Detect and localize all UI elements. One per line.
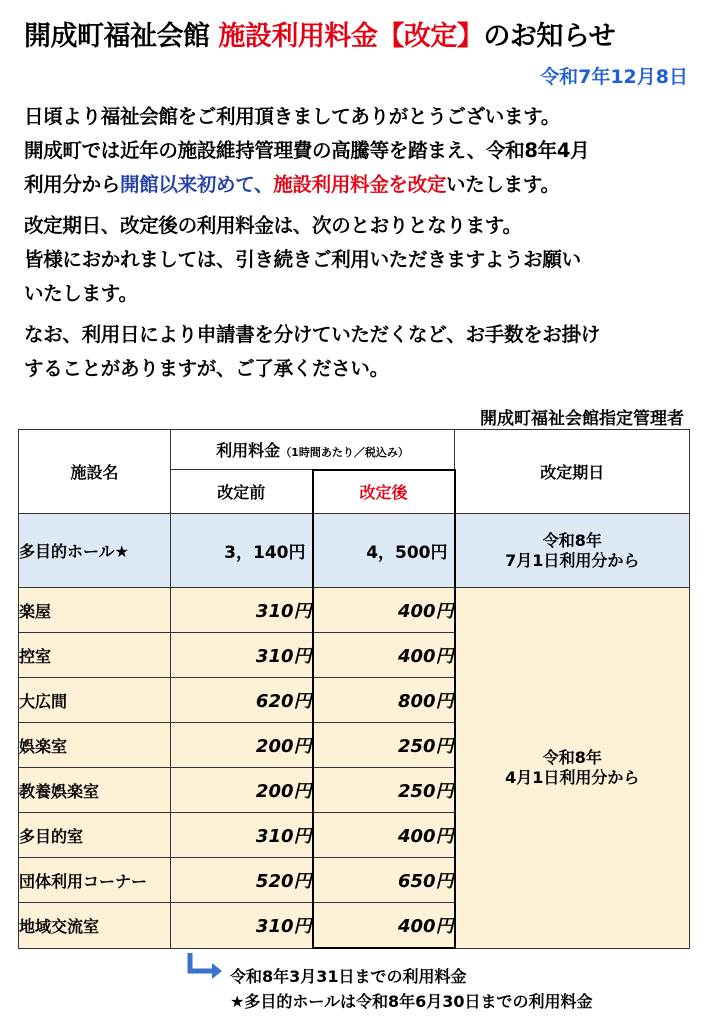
table-row (19, 588, 690, 633)
table-row (19, 514, 690, 588)
body-emphasis-red: 施設利用料金を改定 (273, 173, 447, 196)
header-facility: 施設名 (19, 430, 171, 514)
header-fee-note: （1時間あたり／税込み） (280, 445, 409, 459)
fee-before: 310円 (171, 588, 313, 633)
body-line: いたします。 (24, 282, 138, 305)
facility-name: 団体利用コーナー (19, 858, 171, 903)
bent-arrow-icon (186, 953, 226, 983)
fee-table (18, 429, 690, 949)
facility-name: 楽屋 (19, 588, 171, 633)
body-line: 日頃より福祉会館をご利用頂きましてありがとうございます。 (24, 105, 561, 128)
facility-name: 控室 (19, 633, 171, 678)
header-before: 改定前 (171, 470, 313, 514)
header-period: 改定期日 (455, 430, 690, 514)
fee-after: 400円 (313, 633, 455, 678)
body-text: 利用分から (24, 173, 121, 196)
header-fee-label: 利用料金 (216, 440, 281, 460)
fee-before: 200円 (171, 768, 313, 813)
body-line: することがありますが、ご了承ください。 (24, 357, 389, 380)
body-line: なお、利用日により申請書を分けていただくなど、お手数をお掛け (24, 323, 601, 346)
fee-after: 400円 (313, 588, 455, 633)
facility-name: 多目的ホール★ (19, 514, 171, 588)
footnote-old-fee: 令和8年3月31日までの利用料金 (230, 967, 467, 986)
schedule-paragraph (24, 209, 704, 311)
fee-before: 620円 (171, 678, 313, 723)
facility-name: 娯楽室 (19, 723, 171, 768)
fee-after: 250円 (313, 723, 455, 768)
revision-date (455, 514, 690, 588)
body-line (24, 168, 704, 202)
fee-before: 200円 (171, 723, 313, 768)
facility-name: 地域交流室 (19, 903, 171, 949)
revision-date-line: 4月1日利用分から (505, 767, 640, 787)
fee-after: 4，500円 (313, 514, 455, 588)
fee-after: 250円 (313, 768, 455, 813)
intro-paragraph (24, 100, 704, 202)
body-line: 改定期日、改定後の利用料金は、次のとおりとなります。 (24, 214, 522, 237)
signer: 開成町福祉会館指定管理者 (480, 409, 684, 429)
header-after: 改定後 (313, 470, 455, 514)
revision-date-line: 令和8年 (542, 530, 602, 550)
header-fee (171, 430, 455, 470)
issue-date: 令和7年12月8日 (540, 66, 688, 88)
fee-before: 520円 (171, 858, 313, 903)
facility-name: 大広間 (19, 678, 171, 723)
fee-after: 400円 (313, 903, 455, 949)
fee-before: 3，140円 (171, 514, 313, 588)
facility-name: 多目的室 (19, 813, 171, 858)
footnote-hall: ★多目的ホールは令和8年6月30日までの利用料金 (230, 992, 593, 1011)
body-text: いたします。 (446, 173, 560, 196)
body-line: 皆様におかれましては、引き続きご利用いただきますようお願い (24, 248, 581, 271)
fee-before: 310円 (171, 633, 313, 678)
body-emphasis-blue: 開館以来初めて、 (120, 173, 274, 196)
title-highlight: 施設利用料金【改定】 (218, 21, 484, 52)
facility-name: 教養娯楽室 (19, 768, 171, 813)
fee-before: 310円 (171, 903, 313, 949)
fee-after: 650円 (313, 858, 455, 903)
revision-date-line: 令和8年 (542, 747, 602, 767)
page-title (24, 14, 704, 53)
title-suffix: のお知らせ (483, 21, 616, 52)
body-line: 開成町では近年の施設維持管理費の高騰等を踏まえ、令和8年4月 (24, 139, 590, 162)
fee-after: 400円 (313, 813, 455, 858)
fee-after: 800円 (313, 678, 455, 723)
revision-date-line: 7月1日利用分から (505, 550, 640, 570)
revision-date (455, 588, 690, 949)
notice-paragraph (24, 318, 704, 386)
title-facility: 開成町福祉会館 (24, 21, 210, 52)
fee-before: 310円 (171, 813, 313, 858)
